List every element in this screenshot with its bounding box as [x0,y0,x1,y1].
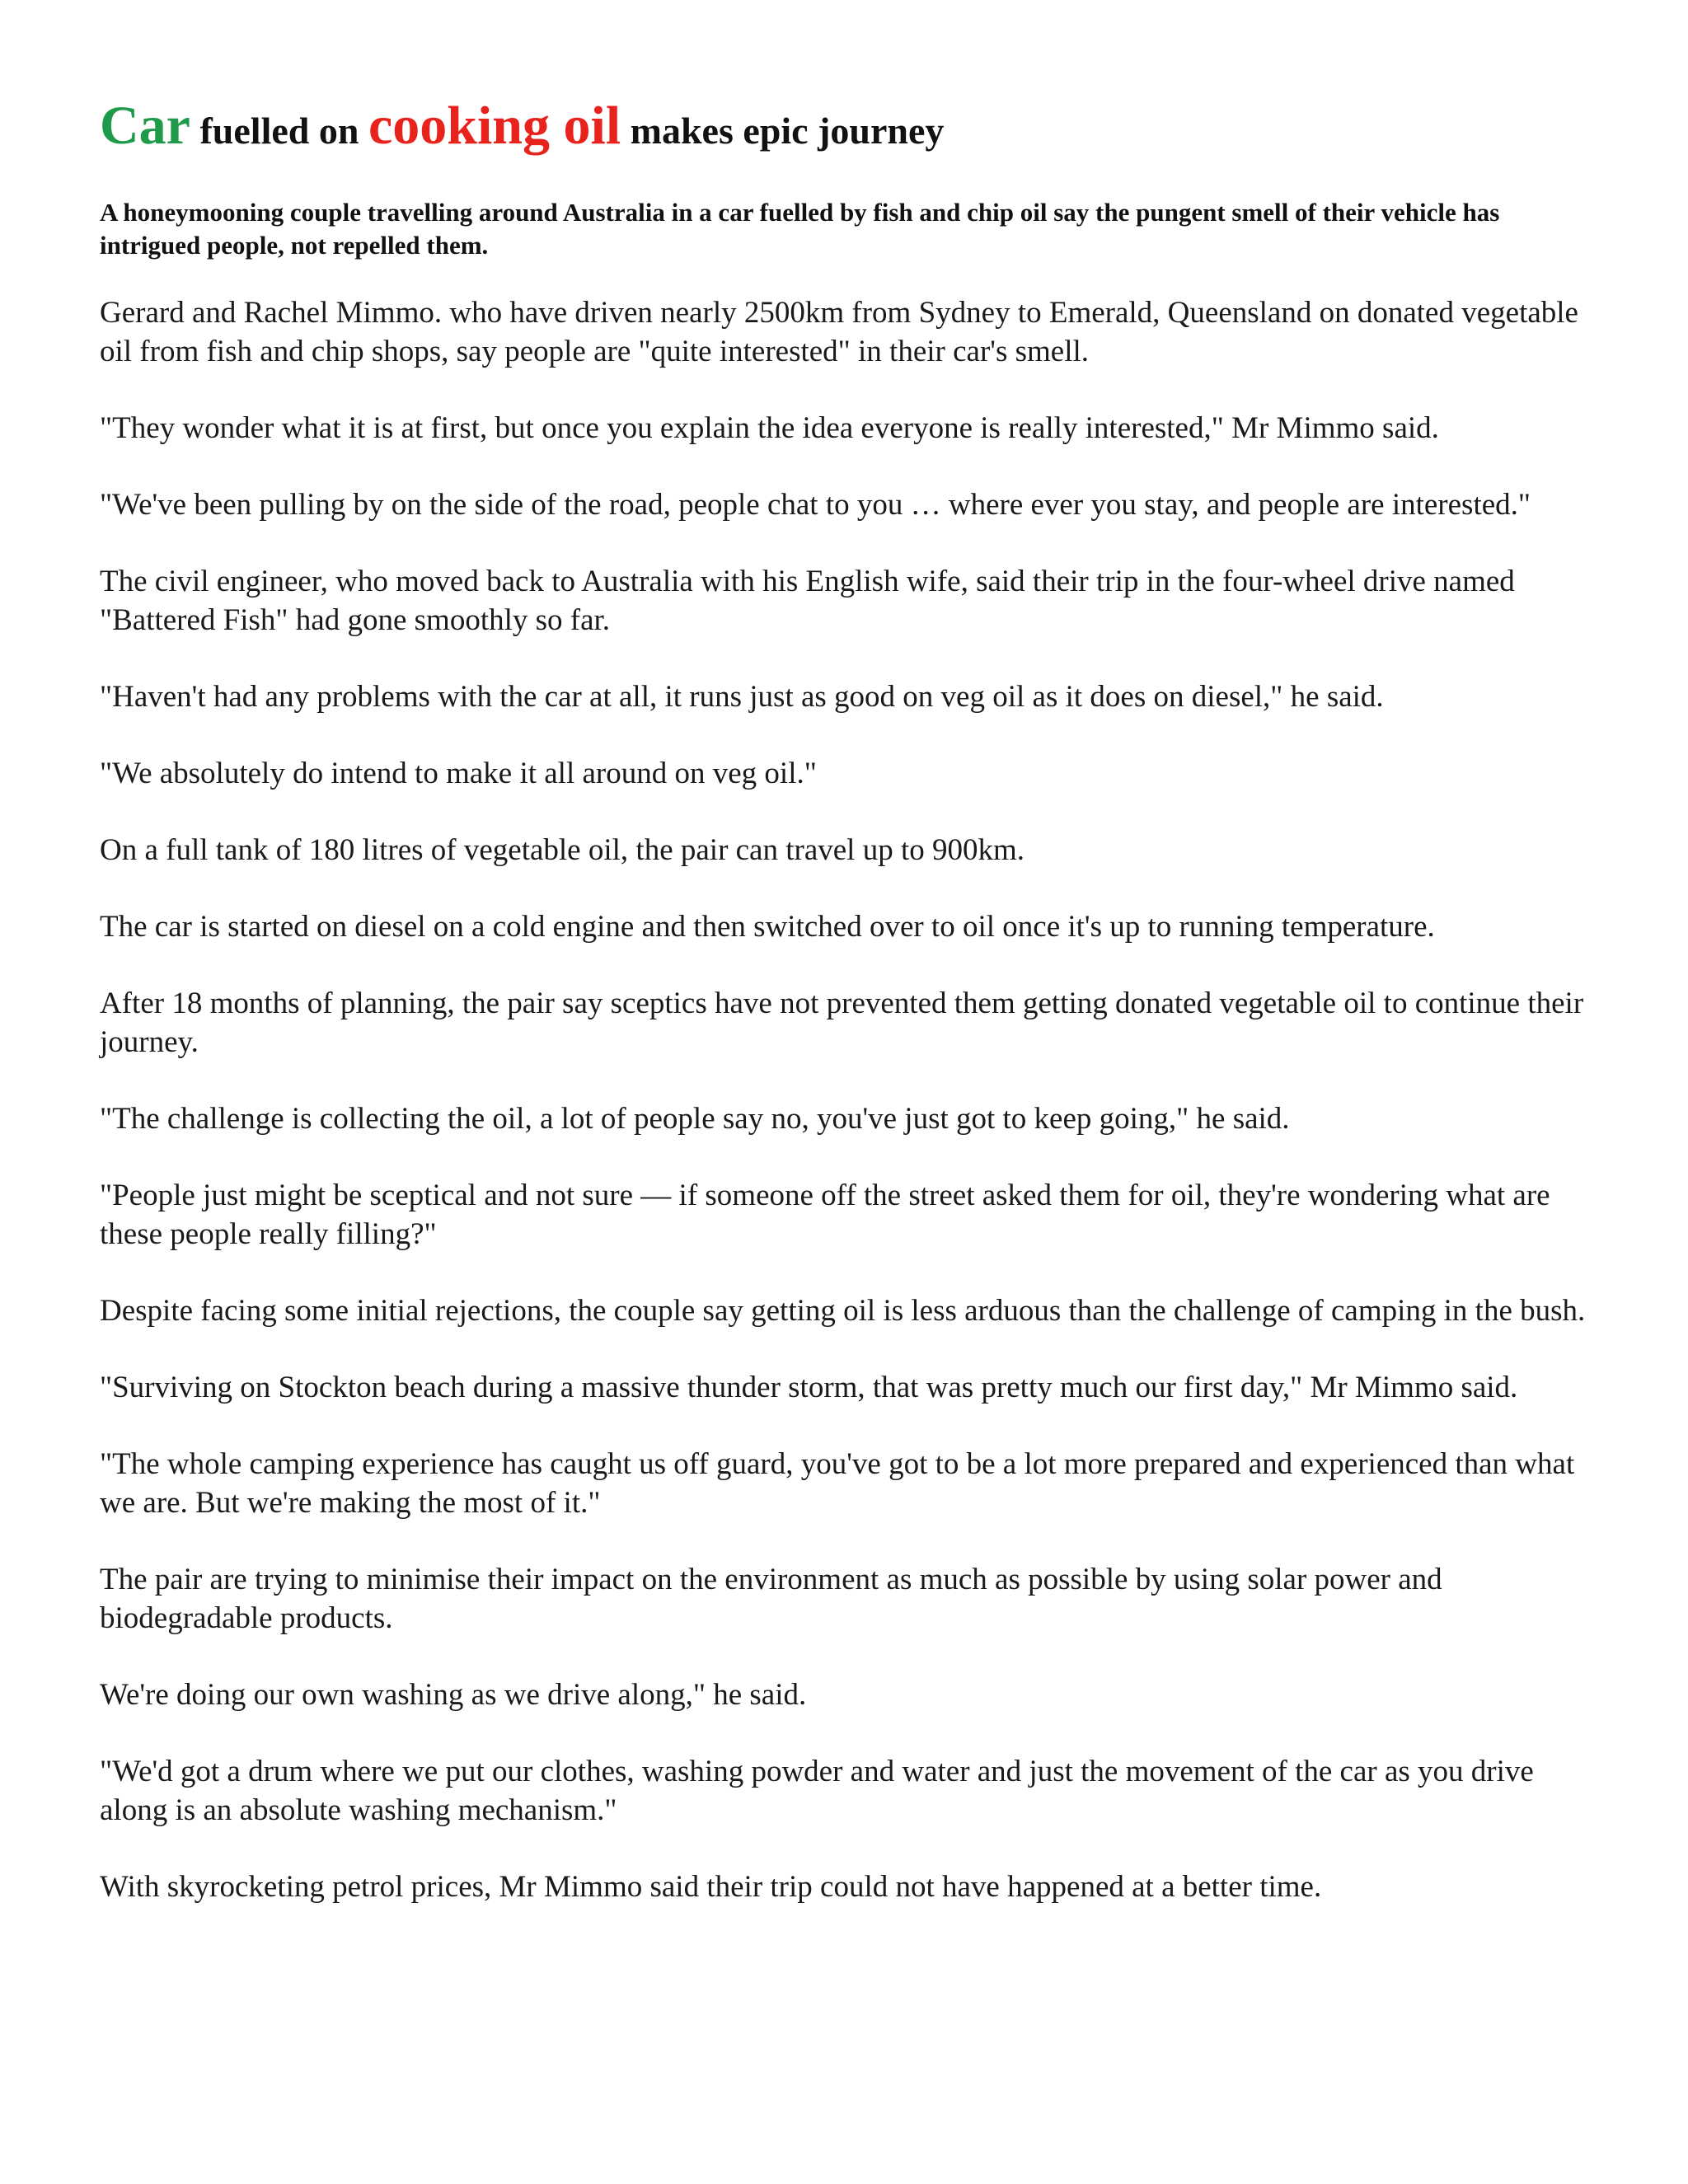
body-paragraph: The pair are trying to minimise their impact on the environment as much as possible by using solar power and biodegradable products. [100,1563,1442,1635]
body-paragraph: We're doing our own washing as we drive along," he said. [100,1678,807,1712]
body-paragraph: "The whole camping experience has caught us off guard, you've got to be a lot more prepared and experienced than what we are. But we're making the most of it." [100,1447,1575,1520]
body-paragraph: On a full tank of 180 litres of vegetable oil, the pair can travel up to 900km. [100,833,1025,867]
body-paragraph: "We absolutely do intend to make it all around on veg oil." [100,757,817,790]
body-paragraph: With skyrocketing petrol prices, Mr Mimmo said their trip could not have happened at a better time. [100,1870,1322,1904]
article [100,97,1592,1944]
body-paragraph: After 18 months of planning, the pair say sceptics have not prevented them getting donated vegetable oil to continue their journey. [100,987,1584,1059]
headline-text-fuelled-on: fuelled on [190,110,368,152]
body-paragraph: "Haven't had any problems with the car at all, it runs just as good on veg oil as it does on diesel," he said. [100,680,1384,714]
body-paragraph: "We'd got a drum where we put our clothes, washing powder and water and just the movement of the car as you drive along is an absolute washing mechanism." [100,1755,1534,1827]
body-paragraph: "People just might be sceptical and not sure — if someone off the street asked them for oil, they're wondering what are these people really filling?" [100,1179,1550,1251]
body-paragraph: "We've been pulling by on the side of the road, people chat to you … where ever you stay, and people are interested." [100,488,1531,522]
headline-text-makes-epic-journey: makes epic journey [621,110,945,152]
body-paragraph: "Surviving on Stockton beach during a massive thunder storm, that was pretty much our first day," Mr Mimmo said. [100,1371,1518,1404]
headline-word-car: Car [100,96,190,156]
article-body [100,293,1592,1906]
body-paragraph: The civil engineer, who moved back to Australia with his English wife, said their trip in the four-wheel drive named "Battered Fish" had gone smoothly so far. [100,565,1515,637]
body-paragraph: Despite facing some initial rejections, the couple say getting oil is less arduous than the challenge of camping in the bush. [100,1294,1586,1328]
body-paragraph: "The challenge is collecting the oil, a lot of people say no, you've just got to keep going," he said. [100,1102,1290,1136]
standfirst: A honeymooning couple travelling around Australia in a car fuelled by fish and chip oil say the pungent smell of their vehicle has intrigued people, not repelled them. [100,198,1500,260]
body-paragraph: "They wonder what it is at first, but once you explain the idea everyone is really interested," Mr Mimmo said. [100,411,1439,445]
headline-word-cooking-oil: cooking oil [368,96,621,156]
headline [100,97,1592,160]
body-paragraph: Gerard and Rachel Mimmo. who have driven nearly 2500km from Sydney to Emerald, Queensland on donated vegetable oil from fish and chip shops, say people are "quite interested" in their car's smell. [100,296,1578,368]
body-paragraph: The car is started on diesel on a cold engine and then switched over to oil once it's up to running temperature. [100,910,1435,944]
